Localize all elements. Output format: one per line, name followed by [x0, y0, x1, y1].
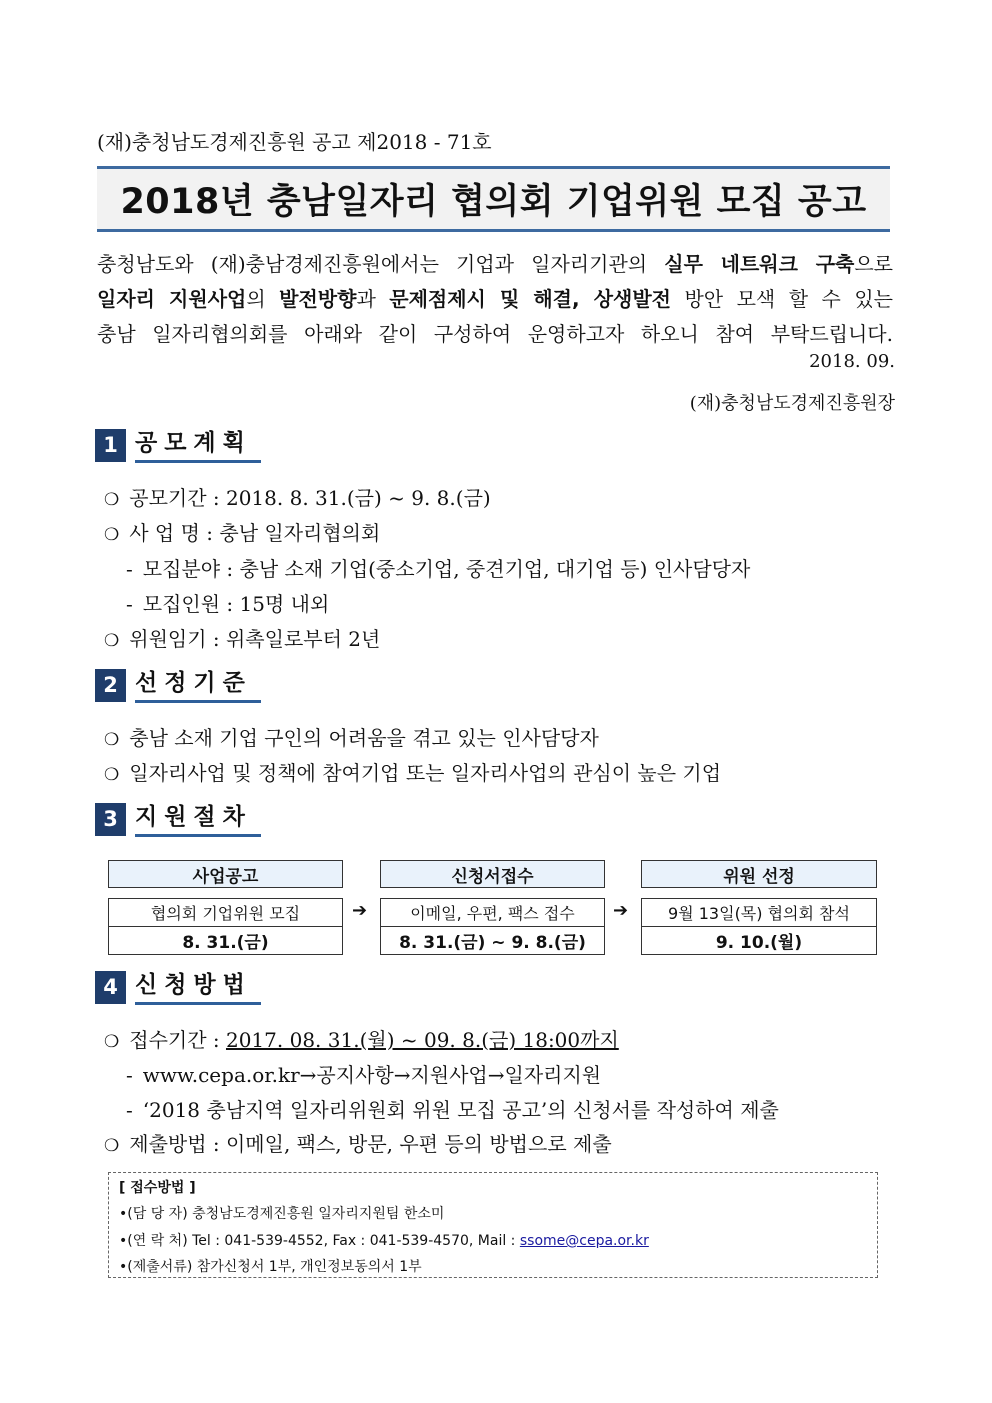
- method-path-text: www.cepa.or.kr→공지사항→지원사업→일자리지원: [142, 1063, 602, 1087]
- plan-period-text: 공모기간 : 2018. 8. 31.(금) ~ 9. 8.(금): [129, 486, 491, 510]
- intro-paragraph: [97, 247, 893, 352]
- contact-phone-text: •(연 락 처) Tel : 041-539-4552, Fax : 041-539-4570, Mail :: [119, 1233, 520, 1249]
- arrow-right-icon: ➔: [352, 900, 368, 921]
- intro-text: 의: [246, 287, 280, 311]
- plan-project: [104, 517, 380, 546]
- dash-bullet: -: [126, 1098, 133, 1122]
- procedure-step-1-head: 사업공고: [108, 860, 343, 888]
- intro-bold: 실무 네트워크 구축: [664, 252, 855, 276]
- procedure-step-2-head: 신청서접수: [380, 860, 605, 888]
- document-title-box: [97, 166, 890, 232]
- arrow-right-icon: ➔: [613, 900, 629, 921]
- method-period-label: 접수기간 :: [129, 1028, 226, 1052]
- contact-docs: •(제출서류) 참가신청서 1부, 개인정보동의서 1부: [119, 1259, 422, 1275]
- dash-bullet: -: [126, 557, 133, 581]
- section-heading-3: [95, 801, 261, 837]
- section-number: 2: [95, 669, 126, 702]
- circle-bullet-icon: ❍: [104, 730, 120, 750]
- circle-bullet-icon: ❍: [104, 765, 120, 785]
- circle-bullet-icon: ❍: [104, 1136, 120, 1156]
- method-period: [104, 1024, 619, 1053]
- criteria-item: [104, 722, 599, 751]
- method-period-value: 2017. 08. 31.(월) ~ 09. 8.(금) 18:00까지: [225, 1028, 619, 1052]
- intro-text: 충청남도와 (재)충남경제진흥원에서는 기업과 일자리기관의: [97, 252, 665, 276]
- method-submit: [104, 1128, 612, 1157]
- plan-term: [104, 623, 380, 652]
- notice-date: 2018. 09.: [809, 351, 895, 372]
- method-submit-text: 제출방법 : 이메일, 팩스, 방문, 우편 등의 방법으로 제출: [129, 1132, 612, 1156]
- dash-bullet: -: [126, 592, 133, 616]
- procedure-desc: 이메일, 우편, 팩스 접수: [381, 899, 604, 927]
- intro-bold: 발전방향: [279, 287, 357, 311]
- circle-bullet-icon: ❍: [104, 525, 120, 545]
- section-number: 3: [95, 803, 126, 836]
- method-form-text: ‘2018 충남지역 일자리위원회 위원 모집 공고’의 신청서를 작성하여 제출: [142, 1098, 779, 1122]
- section-title: 공모계획: [135, 427, 261, 463]
- procedure-date: 9. 10.(월): [715, 933, 803, 953]
- plan-period: [104, 482, 491, 511]
- contact-phone: [119, 1230, 649, 1250]
- circle-bullet-icon: ❍: [104, 631, 120, 651]
- plan-count: [126, 588, 329, 617]
- intro-bold: 문제점제시 및 해결, 상생발전: [389, 287, 671, 311]
- procedure-desc: 협의회 기업위원 모집: [109, 899, 342, 927]
- circle-bullet-icon: ❍: [104, 490, 120, 510]
- notice-number: (재)충청남도경제진흥원 공고 제2018 - 71호: [97, 130, 492, 154]
- intro-text: 과: [356, 287, 390, 311]
- procedure-date: 8. 31.(금): [182, 933, 269, 953]
- contact-title: [ 접수방법 ]: [119, 1180, 196, 1196]
- contact-person: •(담 당 자) 충청남도경제진흥원 일자리지원팀 한소미: [119, 1206, 445, 1222]
- plan-project-text: 사 업 명 : 충남 일자리협의회: [129, 521, 381, 545]
- section-heading-4: [95, 969, 261, 1005]
- procedure-step-3-head: 위원 선정: [641, 860, 877, 888]
- section-title: 지원절차: [135, 801, 261, 837]
- issuer: (재)충청남도경제진흥원장: [689, 393, 895, 414]
- intro-line-2: [97, 282, 893, 317]
- dash-bullet: -: [126, 1063, 133, 1087]
- section-title: 선정기준: [135, 667, 261, 703]
- intro-text: 방안 모색 할 수 있는: [670, 287, 893, 311]
- method-form: [126, 1094, 779, 1123]
- plan-term-text: 위원임기 : 위촉일로부터 2년: [129, 627, 381, 651]
- procedure-step-1-body: [108, 898, 343, 955]
- section-number: 4: [95, 971, 126, 1004]
- intro-line-3: 충남 일자리협의회를 아래와 같이 구성하여 운영하고자 하오니 참여 부탁드립니다.: [97, 322, 893, 346]
- plan-field: [126, 553, 750, 582]
- criteria-text: 충남 소재 기업 구인의 어려움을 겪고 있는 인사담당자: [129, 726, 599, 750]
- section-title: 신청방법: [135, 969, 261, 1005]
- procedure-step-2-body: [380, 898, 605, 955]
- circle-bullet-icon: ❍: [104, 1032, 120, 1052]
- plan-count-text: 모집인원 : 15명 내외: [142, 592, 330, 616]
- section-heading-2: [95, 667, 261, 703]
- contact-box: [108, 1172, 878, 1278]
- procedure-step-3-body: [641, 898, 877, 955]
- document-title: 2018년 충남일자리 협의회 기업위원 모집 공고: [120, 182, 867, 222]
- method-path: [126, 1059, 601, 1088]
- procedure-date: 8. 31.(금) ~ 9. 8.(금): [399, 933, 586, 953]
- intro-text: 으로: [854, 252, 893, 276]
- intro-line-1: [97, 247, 893, 282]
- intro-bold: 일자리 지원사업: [97, 287, 247, 311]
- plan-field-text: 모집분야 : 충남 소재 기업(중소기업, 중견기업, 대기업 등) 인사담당자: [142, 557, 751, 581]
- criteria-item: [104, 757, 721, 786]
- criteria-text: 일자리사업 및 정책에 참여기업 또는 일자리사업의 관심이 높은 기업: [129, 761, 722, 785]
- section-heading-1: [95, 427, 261, 463]
- procedure-desc: 9월 13일(목) 협의회 참석: [642, 899, 876, 927]
- contact-email-link[interactable]: ssome@cepa.or.kr: [519, 1233, 649, 1249]
- section-number: 1: [95, 429, 126, 462]
